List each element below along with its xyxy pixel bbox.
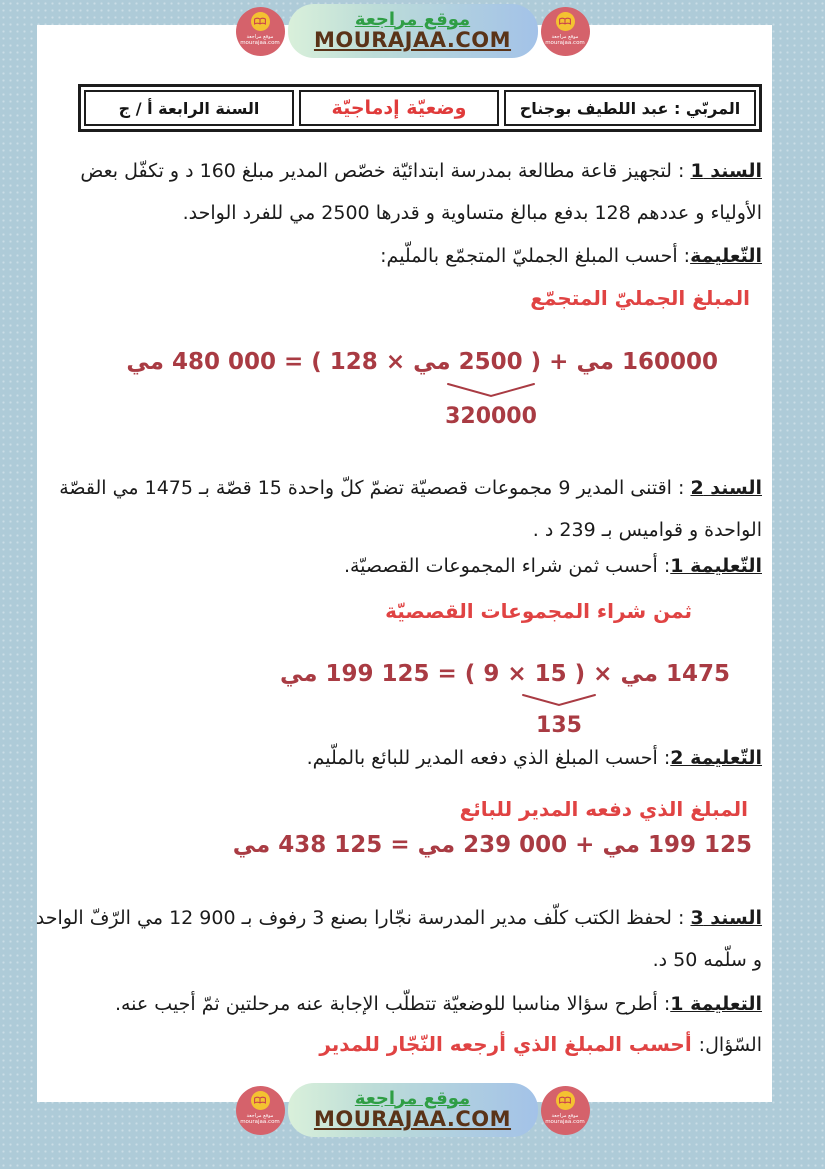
site-footer-banner bbox=[236, 1083, 590, 1137]
calculation-line-1: 160000 مي + ( 2500 مي × 128 ) = 480 000 مي bbox=[126, 349, 718, 375]
instruction-lead: التعليمة 1 bbox=[670, 993, 762, 1015]
site-logo bbox=[541, 7, 590, 56]
book-icon bbox=[556, 12, 575, 31]
partial-result-2: 135 bbox=[536, 713, 582, 738]
instruction-text: : أحسب المبلغ الجمليّ المتجمّع بالملّيم: bbox=[380, 245, 691, 267]
open-book-icon bbox=[254, 17, 266, 26]
partial-result-block-2 bbox=[517, 693, 601, 739]
exercise-2-instruction-2 bbox=[307, 741, 762, 775]
site-logo bbox=[236, 7, 285, 56]
exercise-1-instruction bbox=[380, 239, 762, 273]
logo-caption-domain: mourajaa.com bbox=[545, 39, 585, 46]
worksheet-sheet bbox=[37, 25, 772, 1102]
question-line bbox=[319, 1027, 762, 1061]
logo-caption-arabic: موقع مراجعة bbox=[246, 33, 274, 40]
teacher-cell: المربّي : عبد اللطيف بوجناح bbox=[504, 90, 756, 126]
instruction-text: : أحسب المبلغ الذي دفعه المدير للبائع بالملّيم. bbox=[306, 747, 671, 769]
book-icon bbox=[251, 1091, 270, 1110]
question-lead: السّؤال: bbox=[698, 1034, 762, 1056]
exercise-3-line-1 bbox=[36, 901, 762, 935]
site-name-arabic: موقع مراجعة bbox=[354, 8, 471, 30]
answer-title-1: المبلغ الجمليّ المتجمّع bbox=[530, 286, 750, 310]
instruction-text: : أحسب ثمن شراء المجموعات القصصيّة. bbox=[343, 555, 671, 577]
exercise-3-instruction bbox=[115, 987, 762, 1021]
site-logo bbox=[541, 1086, 590, 1135]
underbrace-icon bbox=[520, 693, 598, 707]
site-domain: MOURAJAA.COM bbox=[313, 1107, 512, 1132]
site-banner-pill bbox=[288, 4, 538, 58]
exercise-1-line-2: الأولياء و عددهم 128 بدفع مبالغ متساوية و قدرها 2500 مي للفرد الواحد. bbox=[182, 202, 762, 224]
exercise-1-lead: السند 1 bbox=[690, 160, 762, 182]
header-info-table bbox=[78, 84, 762, 132]
exercise-2-lead: السند 2 bbox=[690, 477, 762, 499]
site-header-banner bbox=[236, 4, 590, 58]
exercise-1-line-1 bbox=[80, 154, 762, 188]
exercise-3-text: : لحفظ الكتب كلّف مدير المدرسة نجّارا بصنع 3 رفوف بـ 12 900 مي الرّفّ الواحد bbox=[35, 907, 691, 929]
grade-cell: السنة الرابعة أ / ج bbox=[84, 90, 294, 126]
logo-caption-arabic: موقع مراجعة bbox=[551, 1112, 579, 1119]
site-name-arabic: موقع مراجعة bbox=[354, 1087, 471, 1109]
partial-result-block-1 bbox=[435, 382, 547, 430]
book-icon bbox=[251, 12, 270, 31]
instruction-lead: التّعليمة 1 bbox=[670, 555, 762, 577]
exercise-2-line-1 bbox=[59, 471, 762, 505]
partial-result-1: 320000 bbox=[445, 404, 537, 429]
logo-caption-domain: mourajaa.com bbox=[545, 1118, 585, 1125]
calculation-line-3: 199 125 مي + 239 000 مي = 438 125 مي bbox=[232, 832, 752, 858]
exercise-3-lead: السند 3 bbox=[690, 907, 762, 929]
instruction-lead: التّعليمة bbox=[690, 245, 762, 267]
logo-caption-domain: mourajaa.com bbox=[240, 1118, 280, 1125]
exercise-2-text: : اقتنى المدير 9 مجموعات قصصيّة تضمّ كلّ واحدة 15 قصّة بـ 1475 مي القصّة bbox=[59, 477, 691, 499]
open-book-icon bbox=[559, 1096, 571, 1105]
worksheet-title-cell: وضعيّة إدماجيّة bbox=[299, 90, 499, 126]
logo-caption-domain: mourajaa.com bbox=[240, 39, 280, 46]
logo-caption-arabic: موقع مراجعة bbox=[246, 1112, 274, 1119]
open-book-icon bbox=[254, 1096, 266, 1105]
exercise-3-line-2: و سلّمه 50 د. bbox=[652, 949, 762, 971]
answer-title-2: ثمن شراء المجموعات القصصيّة bbox=[385, 599, 692, 623]
question-text: أحسب المبلغ الذي أرجعه النّجّار للمدير bbox=[319, 1032, 699, 1056]
answer-title-3: المبلغ الذي دفعه المدير للبائع bbox=[459, 797, 748, 821]
site-domain: MOURAJAA.COM bbox=[313, 28, 512, 53]
logo-caption-arabic: موقع مراجعة bbox=[551, 33, 579, 40]
site-logo bbox=[236, 1086, 285, 1135]
open-book-icon bbox=[559, 17, 571, 26]
site-banner-pill bbox=[288, 1083, 538, 1137]
exercise-1-text: : لتجهيز قاعة مطالعة بمدرسة ابتدائيّة خصّص المدير مبلغ 160 د و تكفّل بعض bbox=[80, 160, 691, 182]
calculation-line-2: 1475 مي × ( 15 × 9 ) = 199 125 مي bbox=[279, 661, 730, 687]
instruction-text: : أطرح سؤالا مناسبا للوضعيّة تتطلّب الإجابة عنه مرحلتين ثمّ أجيب عنه. bbox=[114, 993, 671, 1015]
book-icon bbox=[556, 1091, 575, 1110]
instruction-lead: التّعليمة 2 bbox=[670, 747, 762, 769]
exercise-2-line-2: الواحدة و قواميس بـ 239 د . bbox=[532, 519, 762, 541]
exercise-2-instruction-1 bbox=[344, 549, 762, 583]
underbrace-icon bbox=[445, 382, 537, 398]
